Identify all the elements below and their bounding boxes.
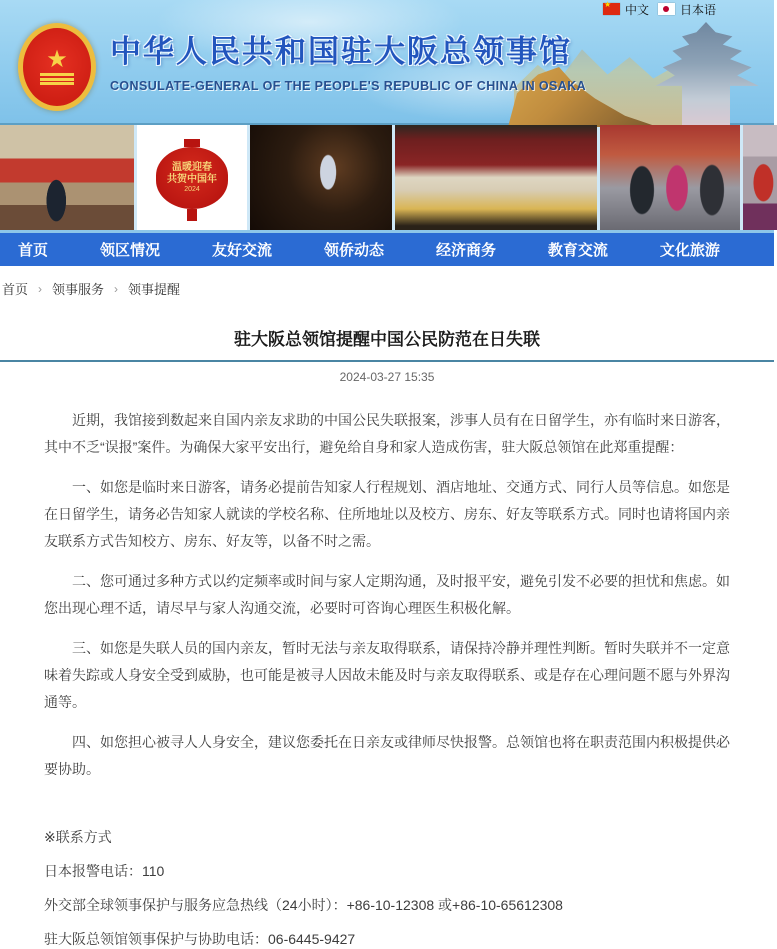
- site-title-block: [110, 26, 586, 93]
- title-divider: [0, 360, 774, 362]
- photo-partial[interactable]: [743, 125, 777, 230]
- site-title-chinese: 中华人民共和国驻大阪总领事馆: [110, 34, 572, 69]
- article-paragraph: 三、如您是失联人员的国内亲友，暂时无法与亲友取得联系，请保持冷静并理性判断。暂时失联并不一定意味着失踪或人身安全受到威胁，也可能是被寻人因故未能及时与亲友取得联系、或是存在心理问题不愿与外界沟通等。: [44, 640, 730, 710]
- contact-line-consulate-phone: 驻大阪总领馆领事保护与协助电话：06-6445-9427: [44, 931, 356, 947]
- lantern-text-line2: 共贺中国年: [167, 173, 217, 185]
- nav-item-consular-news[interactable]: 领侨动态: [323, 242, 384, 259]
- lang-japanese-link[interactable]: [658, 1, 716, 18]
- main-nav: [0, 233, 774, 266]
- breadcrumb-separator-icon: ›: [114, 281, 119, 296]
- article-date: 2024-03-27 15:35: [339, 370, 435, 384]
- lang-chinese-label: 中文: [624, 2, 649, 17]
- contact-line-mfa-hotline: 外交部全球领事保护与服务应急热线（24小时）：+86-10-12308 或+86-10-65612308: [44, 897, 563, 913]
- lang-japanese-label: 日本语: [679, 2, 716, 17]
- red-lantern-graphic: [156, 147, 228, 209]
- site-title-english: CONSULATE-GENERAL OF THE PEOPLE'S REPUBLIC OF CHINA IN OSAKA: [110, 79, 587, 93]
- nav-item-education[interactable]: 教育交流: [547, 242, 608, 259]
- japan-flag-icon: [658, 3, 675, 15]
- china-flag-icon: [603, 3, 620, 15]
- nav-item-economy[interactable]: 经济商务: [435, 242, 496, 259]
- contact-line-japan-police: 日本报警电话：110: [44, 863, 165, 879]
- emblem-gate-icon: [40, 73, 74, 85]
- photo-stage-group[interactable]: [395, 125, 597, 230]
- photo-carousel: [0, 125, 774, 233]
- nav-item-home[interactable]: 首页: [18, 242, 49, 259]
- article-paragraph: 四、如您担心被寻人人身安全，建议您委托在日亲友或律师尽快报警。总领馆也将在职责范围内积极提供必要协助。: [44, 734, 730, 777]
- breadcrumb-home[interactable]: 首页: [2, 282, 29, 297]
- contact-section: [44, 827, 730, 949]
- nav-item-culture-tourism[interactable]: 文化旅游: [659, 242, 720, 259]
- nav-item-friendly-exchange[interactable]: 友好交流: [211, 242, 272, 259]
- photo-lantern-banner[interactable]: [137, 125, 247, 230]
- lantern-year: 2024: [184, 185, 200, 193]
- emblem-star-icon: ★: [46, 46, 68, 73]
- lantern-text-line1: 温暖迎春: [172, 161, 212, 173]
- photo-concert[interactable]: [250, 125, 392, 230]
- language-switcher: [603, 1, 716, 17]
- national-emblem-logo: [18, 23, 96, 111]
- article-body: [44, 407, 730, 783]
- article-paragraph: 二、您可通过多种方式以约定频率或时间与家人定期沟通，及时报平安，避免引发不必要的担忧和焦虑。如您出现心理不适，请尽早与家人沟通交流，必要时可咨询心理医生积极化解。: [44, 573, 730, 616]
- breadcrumb-consular-services[interactable]: 领事服务: [52, 282, 105, 297]
- photo-chinatown-visit[interactable]: [600, 125, 740, 230]
- site-header-banner: [0, 0, 774, 125]
- photo-new-year-speech[interactable]: [0, 125, 134, 230]
- article-paragraph: 一、如您是临时来日游客，请务必提前告知家人行程规划、酒店地址、交通方式、同行人员等信息。如您是在日留学生，请务必告知家人就读的学校名称、住所地址以及校方、房东、好友等联系方式。同时也请将国内亲友联系方式告知校方、房东、好友等，以备不时之需。: [44, 479, 730, 549]
- article-paragraph: 近期，我馆接到数起来自国内亲友求助的中国公民失联报案，涉事人员有在日留学生，亦有临时来日游客，其中不乏“误报”案件。为确保大家平安出行，避免给自身和家人造成伤害，驻大阪总领馆在此郑重提醒：: [44, 412, 730, 455]
- article-title: 驻大阪总领馆提醒中国公民防范在日失联: [234, 330, 540, 349]
- lang-chinese-link[interactable]: [603, 1, 649, 18]
- contact-heading: ※联系方式: [44, 829, 112, 845]
- breadcrumb-separator-icon: ›: [38, 281, 43, 296]
- breadcrumb-consular-alerts: 领事提醒: [128, 282, 181, 297]
- nav-item-district[interactable]: 领区情况: [99, 242, 160, 259]
- breadcrumb: [2, 279, 774, 298]
